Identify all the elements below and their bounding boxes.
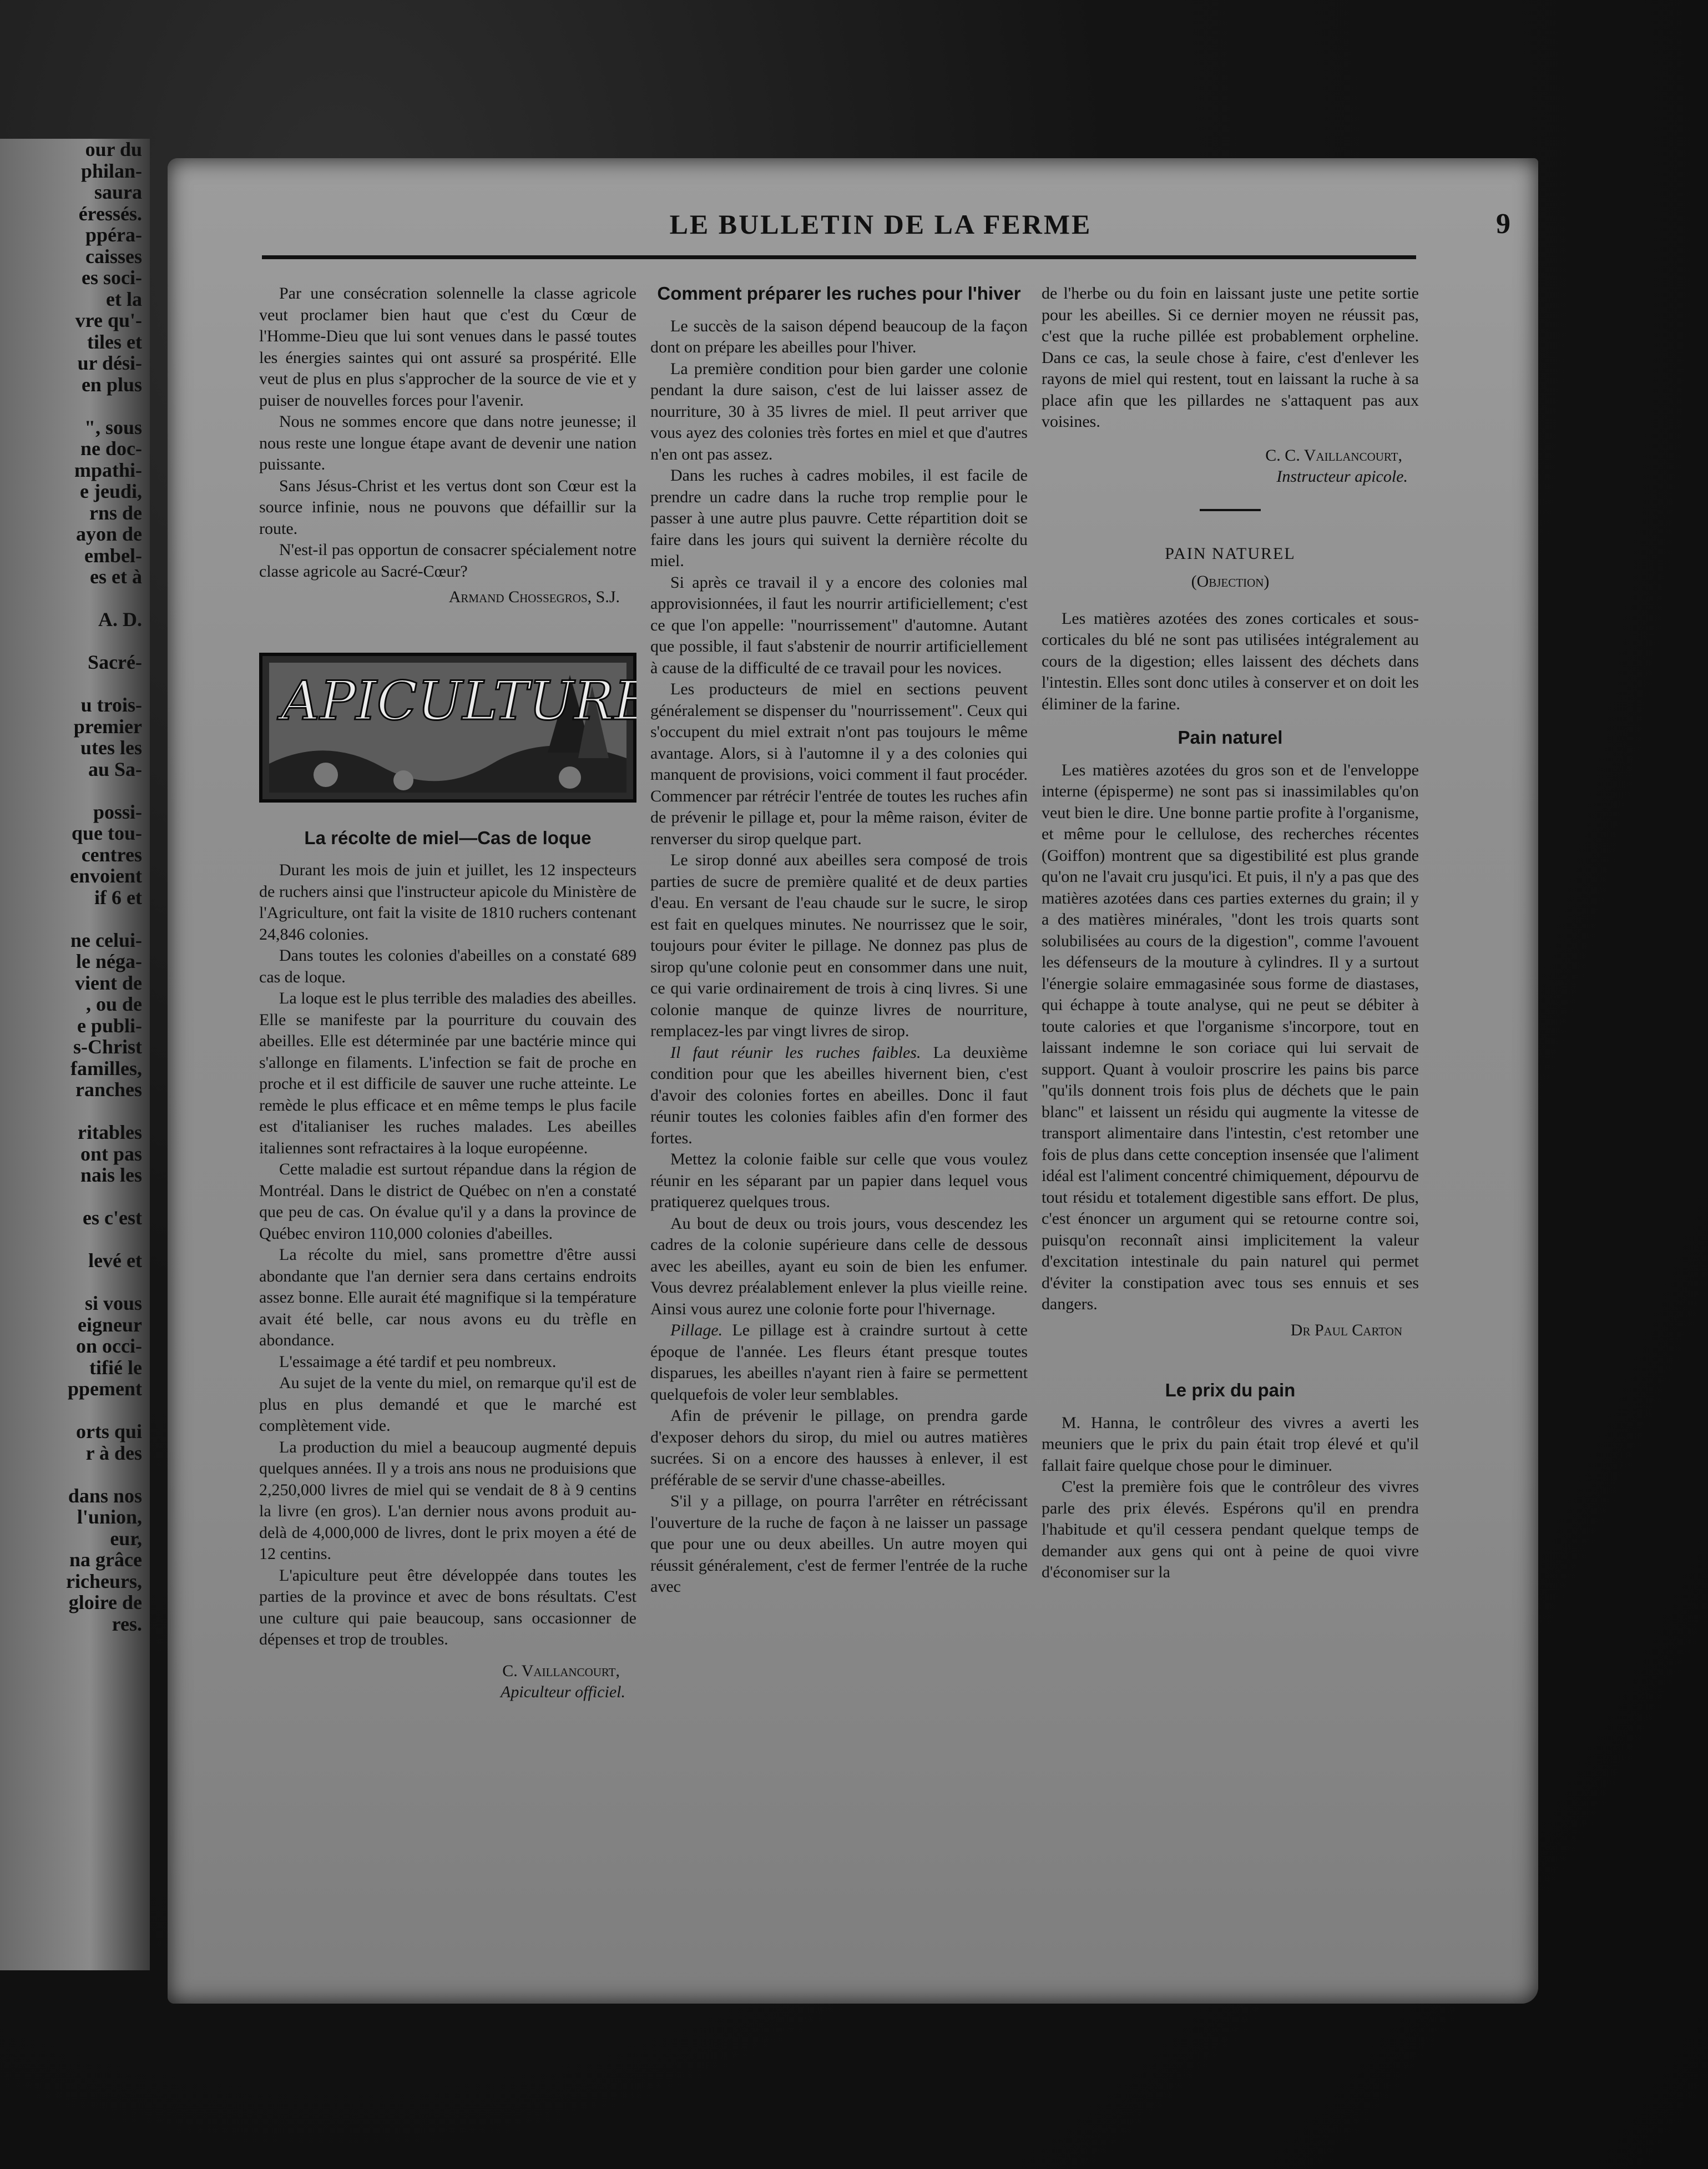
left-page-line: dans nos (68, 1484, 142, 1507)
left-page-line: tiles et (87, 330, 142, 353)
left-page-line: ", sous (84, 416, 142, 438)
signature: Dr Paul Carton (1290, 1320, 1402, 1339)
paragraph (650, 1042, 1028, 1149)
left-page-line (0, 395, 150, 417)
paragraph: de l'herbe ou du foin en laissant juste une petite sortie pour les abeilles. Si ce dernier moyen ne réussit pas, c'est que la ruche pillée est probablement orpheline. Dans ce cas, la seule chose à faire, c'est d'enlever les rayons de miel qui restent, tout en laissant la ruche à sa place afin que les pillardes ne s'attaquent pas aux voisines. (1042, 284, 1419, 431)
column-3 (1042, 283, 1419, 1583)
left-page-line: rns de (89, 501, 142, 524)
left-page-line (0, 1101, 150, 1122)
section-heading: Pain naturel (1178, 727, 1283, 748)
left-page-line: si vous (84, 1292, 142, 1314)
paragraph (650, 1320, 1028, 1405)
left-page-line: levé et (88, 1249, 142, 1272)
left-page-line: possi- (93, 800, 142, 823)
left-page-line: que tou- (71, 822, 142, 844)
page-number: 9 (1496, 208, 1510, 240)
section-divider (1200, 509, 1261, 511)
left-page-line: ur dési- (77, 352, 142, 374)
left-page-line: gloire de (68, 1591, 142, 1613)
left-page-line: e jeudi, (80, 480, 142, 502)
left-page-line: ne doc- (80, 437, 142, 460)
banner-illustration (259, 653, 636, 803)
paragraph: La loque est le plus terrible des maladies des abeilles. Elle se manifeste par la pourriture du couvain des abeilles. Elle est déterminée par une bactérie mince qui s'allonge en filaments. L'infection se fait de proche en proche et il est difficile de sauver une ruche atteinte. Le remède le plus efficace et en même temps le plus facile est d'italianiser les ruches malades. Les abeilles italiennes sont refractaires à la loque européenne. (259, 989, 636, 1157)
article-title: Le prix du pain (1165, 1380, 1296, 1400)
left-page-edge (0, 139, 150, 1970)
running-head (251, 208, 1510, 258)
apiculture-banner (259, 653, 636, 803)
header-rule (262, 255, 1416, 259)
left-page-line: au Sa- (88, 758, 142, 780)
left-page-line: le néga- (76, 950, 142, 972)
section-title: PAIN NATUREL (1165, 544, 1296, 563)
left-page-line: , ou de (85, 993, 142, 1015)
signature-role: Apiculteur officiel. (501, 1683, 625, 1701)
spacer (1042, 715, 1419, 727)
left-page-line: es soci- (82, 266, 142, 289)
left-page-line: orts qui (75, 1420, 142, 1442)
left-page-line: ne celui- (70, 929, 142, 951)
left-page-line: u trois- (80, 694, 142, 716)
signature: Armand Chossegros, S.J. (448, 588, 620, 606)
article-title: La récolte de miel—Cas de loque (304, 827, 592, 848)
paragraph: Si après ce travail il y a encore des colonies mal approvisionnées, il faut les nourrir artificiellement; c'est ce que l'on appelle: "nourrissement" d'automne. Autant que possible, il faut s'abstenir de nourrir artificiellement à cause de la difficulté de ce travail pour les novices. (650, 573, 1028, 677)
left-page-line (0, 908, 150, 930)
left-page-line: vre qu'- (75, 309, 142, 331)
column-1 (259, 283, 636, 1703)
left-page-line: utes les (80, 737, 142, 759)
paragraph: Les matières azotées des zones corticales et sous-corticales du blé ne sont pas utilisées intégralement au cours de la digestion; elles laissent des déchets dans l'intestin. Elles sont donc utiles à conserver et on doit les éliminer de la farine. (1042, 609, 1419, 713)
left-page-line: Sacré- (88, 651, 142, 673)
signature: C. C. Vaillancourt, (1265, 446, 1402, 465)
left-page-line: et la (106, 287, 142, 310)
spacer (1042, 1341, 1419, 1380)
left-page-line: ayon de (75, 523, 142, 545)
left-page-line (0, 1400, 150, 1421)
left-page-line: saura (94, 181, 142, 203)
paragraph: S'il y a pillage, on pourra l'arrêter en rétrécissant l'ouverture de la ruche de façon à ne laisser un passage que pour une ou deux abeilles. Un autre moyen qui réussit généralement, c'est de fermer l'entrée de la ruche avec (650, 1492, 1028, 1596)
paragraph: Les producteurs de miel en sections peuvent généralement se dispenser du "nourrissement". Ceux qui s'occupent du miel extrait n'ont pas toujours le même avantage. Alors, si à l'automne il y a des colonies qui manquent de provisions, voici comment il faut procéder. Commencer par rétrécir l'entrée de toutes les ruches afin de prévenir le pillage et, pour la même raison, éviter de renverser du sirop quelque part. (650, 680, 1028, 848)
left-page-line: centres (81, 843, 142, 866)
paragraph: La production du miel a beaucoup augmenté depuis quelques années. Il y a trois ans nous ne produisions que 2,250,000 livres de miel qui se vendait de 8 à 9 centins la livre (en gros). L'an dernier nous avons produit au-delà de 4,000,000 de livres, dont le prix moyen a été de 12 centins. (259, 1437, 636, 1563)
left-page-line: caisses (85, 245, 142, 268)
left-page-line: res. (112, 1612, 142, 1635)
paragraph: Sans Jésus-Christ et les vertus dont son Cœur est la source infinie, nous ne pouvons que défaillir sur la route. (259, 476, 636, 538)
left-page-line: tifié le (89, 1356, 142, 1379)
left-page-line: on occi- (76, 1335, 142, 1357)
left-page-line (0, 1272, 150, 1293)
left-page-line: s-Christ (73, 1036, 142, 1058)
paragraph: L'apiculture peut être développée dans toutes les parties de la province et avec de bons résultats. C'est une culture qui paie beaucoup, sans occasionner de dépenses et trop de troubles. (259, 1566, 636, 1648)
paragraph: La première condition pour bien garder une colonie pendant la dure saison, c'est de lui laisser assez de nourriture, 30 à 35 livres de miel. Il peut arriver que vous ayez des colonies très fortes en miel et que d'autres n'en ont pas assez. (650, 359, 1028, 463)
paragraph: Afin de prévenir le pillage, on prendra garde d'exposer dehors du sirop, du miel ou autres matières sucrées. Si on a encore des hausses à enlever, il est préférable de se servir d'une chasse-abeilles. (650, 1406, 1028, 1489)
section-subtitle: (Objection) (1191, 572, 1270, 591)
paragraph: M. Hanna, le contrôleur des vivres a averti les meuniers que le prix du pain était trop élevé et qu'il fallait faire quelque chose pour le diminuer. (1042, 1413, 1419, 1475)
left-page-line (0, 630, 150, 652)
paragraph: Par une consécration solennelle la classe agricole veut proclamer bien haut que c'est du Cœur de l'Homme-Dieu que lui sont venues dans le passé toutes les énergies saintes qui ont assuré sa prospérité. Elle veut de plus en plus s'approcher de la source de vie et y puiser de nouvelles forces pour l'avenir. (259, 284, 636, 410)
left-page-line: our du (85, 139, 142, 160)
paragraph-lead: Il faut réunir les ruches faibles. (670, 1043, 921, 1062)
paragraph: C'est la première fois que le contrôleur des vivres parle des prix élevés. Espérons qu'il en prendra l'habitude et qu'il cessera pendant quelque temps de demander aux gens qui ont à peine de quoi vivre d'économiser sur la (1042, 1477, 1419, 1581)
banner-title: APICULTURE (281, 669, 636, 732)
signature: C. Vaillancourt, (502, 1661, 620, 1680)
left-page-line (0, 1464, 150, 1485)
publication-title: LE BULLETIN DE LA FERME (669, 209, 1092, 240)
signature-role: Instructeur apicole. (1276, 467, 1408, 486)
paragraph: Durant les mois de juin et juillet, les 12 inspecteurs de ruchers ainsi que l'instructeur apicole du Ministère de l'Agriculture, ont fait la visite de 1810 ruchers contenant 24,846 colonies. (259, 861, 636, 944)
left-page-line: ritables (78, 1121, 142, 1143)
left-page-line (0, 1186, 150, 1208)
left-page-line: e publi- (77, 1014, 142, 1037)
left-page-line: envoient (70, 865, 142, 887)
left-page-line (0, 780, 150, 801)
left-page-line: philan- (80, 159, 142, 182)
newspaper-page (168, 158, 1538, 2004)
left-page-line: if 6 et (94, 886, 142, 909)
left-page-line: A. D. (98, 608, 142, 630)
left-page-line (0, 1229, 150, 1250)
left-page-line: mpathi- (74, 458, 142, 481)
left-page-text (0, 139, 150, 1635)
paragraph: Le succès de la saison dépend beaucoup de la façon dont on prépare les abeilles pour l'hiver. (650, 316, 1028, 356)
left-page-line: richeurs, (66, 1570, 142, 1592)
paragraph: Dans toutes les colonies d'abeilles on a constaté 689 cas de loque. (259, 946, 636, 986)
paragraph: La récolte du miel, sans promettre d'être aussi abondante que l'an dernier sera dans certains endroits assez bonne. Elle aurait été magnifique si la température avait été belle, car nous avons eu du trèfle en abondance. (259, 1245, 636, 1349)
article-title: Comment préparer les ruches pour l'hiver (657, 283, 1021, 304)
left-page-line: embel- (84, 544, 142, 567)
paragraph-lead: Pillage. (670, 1321, 723, 1339)
left-page-line: ppement (68, 1378, 142, 1400)
paragraph: Cette maladie est surtout répandue dans la région de Montréal. Dans le district de Québec on n'en a constaté que peu de cas. On évalue qu'il y a dans la province de Québec environ 110,000 colonies d'abeilles. (259, 1160, 636, 1243)
left-page-line: en plus (81, 373, 142, 396)
left-page-line (0, 673, 150, 695)
paragraph-text: La deuxième condition pour que les abeilles hivernent bien, c'est d'avoir des colonies fortes en abeilles. Donc il faut réunir toutes les colonies faibles afin d'en former des fortes. (650, 1043, 1028, 1147)
left-page-line: ppéra- (85, 224, 142, 246)
paragraph: Les matières azotées du gros son et de l'enveloppe interne (épisperme) ne sont pas si inassimilables qu'on veut bien le dire. Une bonne partie profite à l'organisme, et même pour le cellulose, des recherches récentes (Goiffon) montrent que sa digestibilité est plus grande qu'on ne l'avait cru jusqu'ici. Et puis, il n'y a pas que des matières azotées dans ces parties externes du grain; il y a des matières minérales, "dont les trois quarts sont solubilisées au cours de la digestion", comme l'avouent les défenseurs de la mouture à cylindres. Il y a surtout l'énergie solaire emmagasinée sous forme de diastases, qui échappe à toute analyse, qui ne peut se débiter à toute calories et que l'organisme s'incorpore, tout en laissant indemne le son coriace qui lui servait de support. Quant à vouloir proscrire les pains bis parce "qu'ils donnent trois fois plus de déchets que le pain blanc" et laissent un résidu qui augmente la vitesse de transport alimentaire dans l'intestin, c'est retomber une fois de plus dans cette conception insensée que l'aliment idéal est l'aliment concentré chimiquement, dépourvu de tout résidu et totalement digestible sans effort. De plus, c'est énoncer un argument qui se retourne contre soi, puisqu'on reconnaît ainsi implicitement la valeur d'excitation intestinale du pain naturel qui permet d'éviter la constipation avec tous ses ennuis et ses dangers. (1042, 760, 1419, 1313)
paragraph-text: Le pillage est à craindre surtout à cette époque de l'année. Les fleurs étant presque toutes disparues, les abeilles n'ayant rien à faire se permettent quelquefois de voler leur semblables. (650, 1321, 1028, 1404)
paragraph: L'essaimage a été tardif et peu nombreux. (279, 1352, 557, 1371)
left-page-line: familles, (70, 1057, 142, 1080)
paragraph: Dans les ruches à cadres mobiles, il est facile de prendre un cadre dans la ruche trop remplie pour le passer à une autre plus pauvre. Cette répartition doit se faire dans les jours qui suivent la dernière récolte du miel. (650, 466, 1028, 570)
column-2 (650, 283, 1028, 1598)
paragraph: Nous ne sommes encore que dans notre jeunesse; il nous reste une longue étape avant de devenir une nation puissante. (259, 412, 636, 473)
left-page-line: l'union, (77, 1506, 142, 1528)
left-page-line: nais les (80, 1164, 142, 1186)
paragraph: N'est-il pas opportun de consacrer spécialement notre classe agricole au Sacré-Cœur? (259, 541, 636, 581)
left-page-line: es et à (90, 566, 142, 588)
paragraph: Au bout de deux ou trois jours, vous descendez les cadres de la colonie supérieure dans celle de dessous avec les abeilles, ayant eu soin de bien les enfumer. Vous devrez préalablement enlever la plus vieille reine. Ainsi vous aurez une colonie forte pour l'hivernage. (650, 1214, 1028, 1318)
paragraph: Au sujet de la vente du miel, on remarque qu'il est de plus en plus demandé et que le marché est complètement vide. (259, 1374, 636, 1435)
left-page-line: r à des (85, 1441, 142, 1464)
left-page-line: éressés. (78, 202, 142, 225)
paragraph: Le sirop donné aux abeilles sera composé de trois parties de sucre de première qualité et de deux parties d'eau. En versant de l'eau chaude sur le sucre, le sirop est fait en quelques minutes. Ne nourrissez que le soir, toujours pour éviter le pillage. Ne donnez pas plus de sirop qu'une colonie peut en consommer dans une nuit, ce qui varie ordinairement de trois à cinq livres. Si une colonie manque de quinze livres de nourriture, remplacez-les par vingt livres de sirop. (650, 851, 1028, 1040)
left-page-line: premier (73, 715, 142, 738)
left-page-line (0, 588, 150, 609)
left-page-line: eigneur (78, 1313, 142, 1336)
left-page-line: ranches (75, 1078, 142, 1101)
left-page-line: eur, (110, 1527, 142, 1550)
paragraph: Mettez la colonie faible sur celle que vous voulez réunir en les séparant par un papier dans lequel vous pratiquerez quelques trous. (650, 1150, 1028, 1211)
left-page-line: na grâce (69, 1548, 142, 1571)
left-page-line: es c'est (83, 1207, 142, 1229)
left-page-line: vient de (75, 971, 142, 994)
left-page-line: ont pas (80, 1142, 142, 1165)
